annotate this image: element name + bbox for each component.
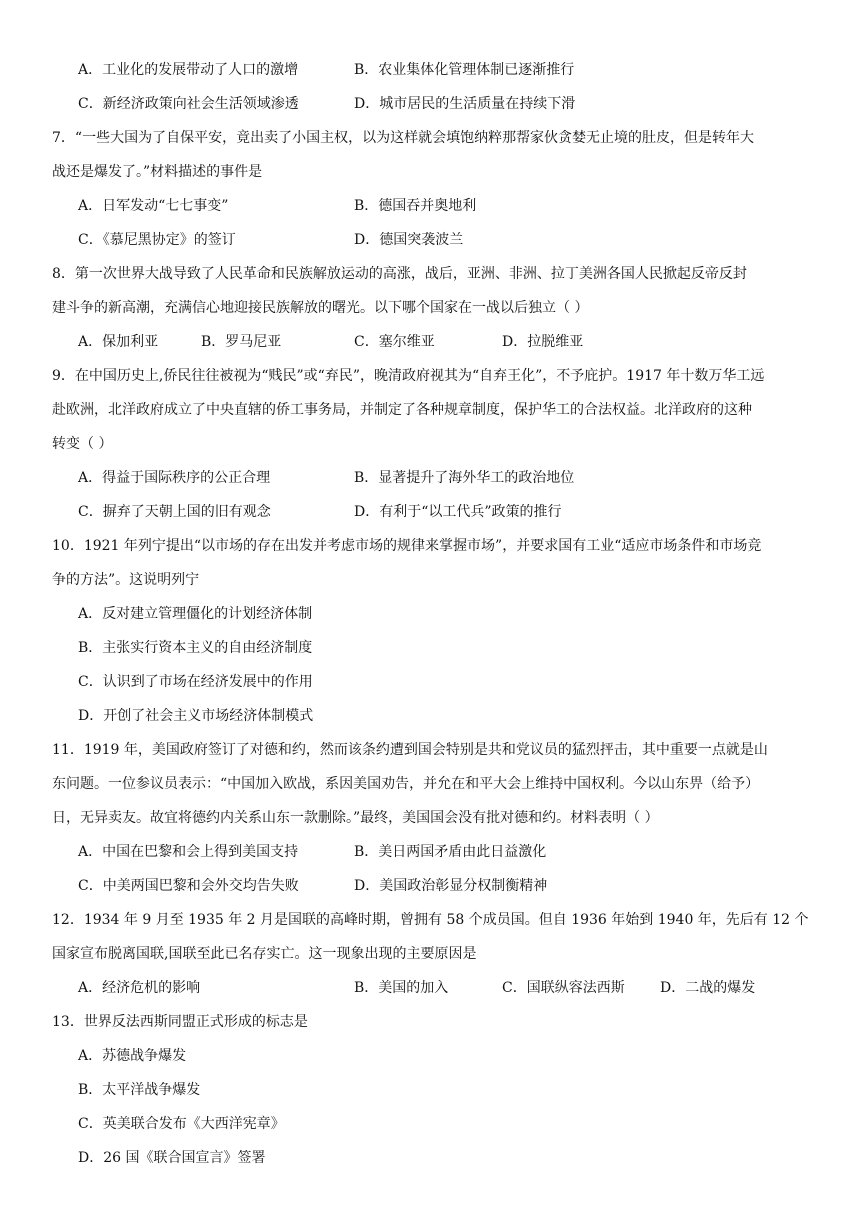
q6-option-d: D．城市居民的生活质量在持续下滑 xyxy=(354,96,576,112)
q8-option-a: A．保加利亚 xyxy=(78,334,159,350)
q7-option-c: C．《慕尼黑协定》的签订 xyxy=(78,232,236,248)
q10-option-b: B．主张实行资本主义的自由经济制度 xyxy=(78,640,313,656)
q11-option-c: C．中美两国巴黎和会外交均告失败 xyxy=(78,878,299,894)
q9-stem-line3: 转变（ ） xyxy=(52,436,113,452)
q7-option-d: D．德国突袭波兰 xyxy=(354,232,464,248)
q10-option-d: D．开创了社会主义市场经济体制模式 xyxy=(78,708,314,724)
q7-stem-line1: 7．“一些大国为了自保平安，竟出卖了小国主权，以为这样就会填饱纳粹那帮家伙贪婪无止境的肚皮，但是转年大 xyxy=(52,130,755,146)
q7-option-a: A．日军发动“七七事变” xyxy=(78,198,229,214)
q12-stem-line2: 国家宣布脱离国联,国联至此已名存实亡。这一现象出现的主要原因是 xyxy=(52,946,477,962)
q11-stem-line1: 11．1919 年，美国政府签订了对德和约，然而该条约遭到国会特别是共和党议员的猛烈抨击，其中重要一点就是山 xyxy=(52,742,768,758)
q9-option-d: D．有利于“以工代兵”政策的推行 xyxy=(354,504,562,520)
q11-option-b: B．美日两国矛盾由此日益激化 xyxy=(354,844,547,860)
q13-option-c: C．英美联合发布《大西洋宪章》 xyxy=(78,1116,285,1132)
q10-stem-line2: 争的方法”。这说明列宁 xyxy=(52,572,200,588)
q13-option-b: B．太平洋战争爆发 xyxy=(78,1082,201,1098)
q7-stem-line2: 战还是爆发了。”材料描述的事件是 xyxy=(52,164,263,180)
q6-option-c: C．新经济政策向社会生活领域渗透 xyxy=(78,96,299,112)
q10-option-c: C．认识到了市场在经济发展中的作用 xyxy=(78,674,313,690)
q13-option-d: D．26 国《联合国宣言》签署 xyxy=(78,1150,266,1166)
q7-option-b: B．德国吞并奥地利 xyxy=(354,198,477,214)
q9-option-c: C．摒弃了天朝上国的旧有观念 xyxy=(78,504,271,520)
q11-option-a: A．中国在巴黎和会上得到美国支持 xyxy=(78,844,299,860)
q12-option-a: A．经济危机的影响 xyxy=(78,980,201,996)
q8-option-b: B．罗马尼亚 xyxy=(201,334,282,350)
q10-stem-line1: 10．1921 年列宁提出“以市场的存在出发并考虑市场的规律来掌握市场”，并要求国有工业“适应市场条件和市场竞 xyxy=(52,538,762,554)
q12-option-d: D．二战的爆发 xyxy=(660,980,756,996)
q6-option-b: B．农业集体化管理体制已逐渐推行 xyxy=(354,62,575,78)
q9-option-b: B．显著提升了海外华工的政治地位 xyxy=(354,470,575,486)
q8-stem-line1: 8．第一次世界大战导致了人民革命和民族解放运动的高涨，战后，亚洲、非洲、拉丁美洲各国人民掀起反帝反封 xyxy=(52,266,747,282)
q10-option-a: A．反对建立管理僵化的计划经济体制 xyxy=(78,606,313,622)
q8-option-c: C．塞尔维亚 xyxy=(354,334,435,350)
q12-option-b: B．美国的加入 xyxy=(354,980,449,996)
q9-option-a: A．得益于国际秩序的公正合理 xyxy=(78,470,271,486)
q13-stem-line1: 13．世界反法西斯同盟正式形成的标志是 xyxy=(52,1014,308,1030)
q11-stem-line2: 东问题。一位参议员表示：“中国加入欧战，系因美国劝告，并允在和平大会上维持中国权利。今以山东畀（给予） xyxy=(52,776,760,792)
q9-stem-line1: 9．在中国历史上,侨民往往被视为“贱民”或“弃民”，晚清政府视其为“自弃王化”，不予庇护。1917 年十数万华工远 xyxy=(52,368,765,384)
q6-option-a: A．工业化的发展带动了人口的激增 xyxy=(78,62,299,78)
q8-option-d: D．拉脱维亚 xyxy=(502,334,584,350)
q11-stem-line3: 日，无异卖友。故宜将德约内关系山东一款删除。”最终，美国国会没有批对德和约。材料表明（ ） xyxy=(52,810,659,826)
q12-stem-line1: 12．1934 年 9 月至 1935 年 2 月是国联的高峰时期，曾拥有 58 个成员国。但自 1936 年始到 1940 年，先后有 12 个 xyxy=(52,912,809,928)
q12-option-c: C．国联纵容法西斯 xyxy=(502,980,625,996)
q8-stem-line2: 建斗争的新高潮，充满信心地迎接民族解放的曙光。以下哪个国家在一战以后独立（ ） xyxy=(52,300,589,316)
q13-option-a: A．苏德战争爆发 xyxy=(78,1048,187,1064)
q11-option-d: D．美国政治彰显分权制衡精神 xyxy=(354,878,548,894)
q9-stem-line2: 赴欧洲，北洋政府成立了中央直辖的侨工事务局，并制定了各种规章制度，保护华工的合法权益。北洋政府的这种 xyxy=(52,402,752,418)
